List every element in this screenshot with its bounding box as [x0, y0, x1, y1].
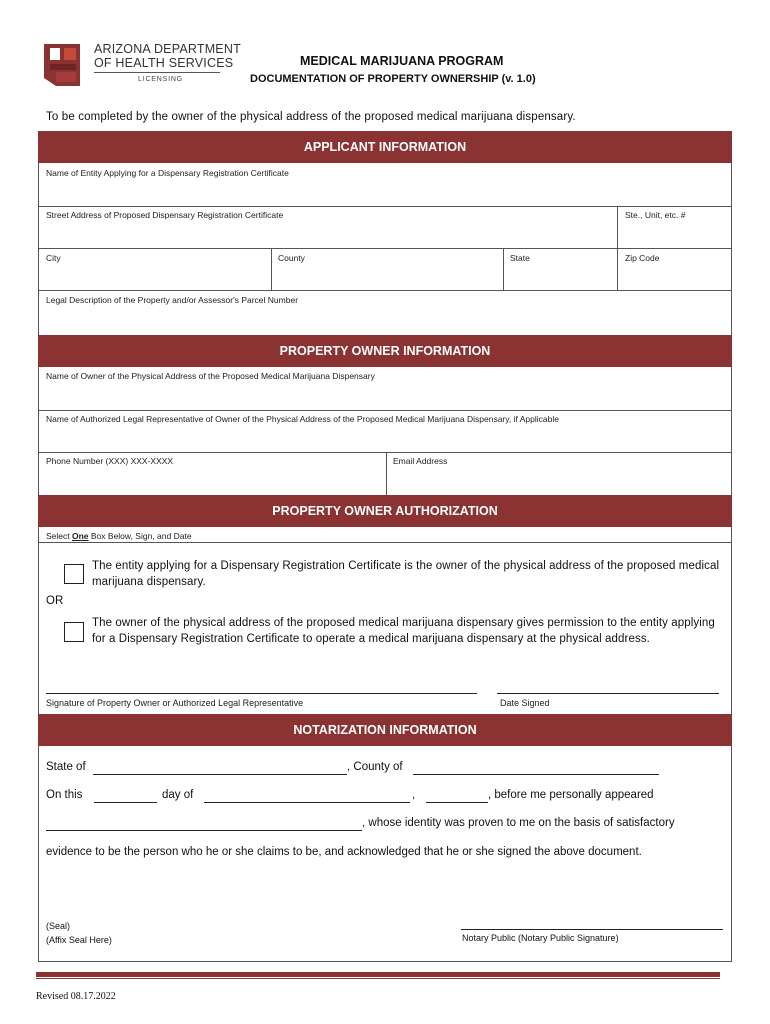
divider	[386, 452, 387, 495]
state-label: State	[510, 253, 530, 263]
date-signed-line[interactable]	[497, 693, 719, 694]
county-label: County	[278, 253, 305, 263]
signature-line[interactable]	[46, 693, 477, 694]
owner-checkbox[interactable]	[64, 564, 84, 584]
date-signed-label: Date Signed	[500, 698, 550, 708]
city-label: City	[46, 253, 61, 263]
day-blank[interactable]	[94, 802, 157, 803]
seal-area	[46, 919, 112, 947]
before-me-text: , before me personally appeared	[488, 789, 654, 801]
representative-name-label: Name of Authorized Legal Representative of Owner of the Physical Address of the Proposed Medical Marijuana Dispensary, if Applicable	[46, 414, 559, 424]
divider	[38, 290, 732, 291]
select-text: Box Below, Sign, and Date	[88, 531, 192, 541]
select-instruction	[46, 531, 192, 541]
logo-text-line2: OF HEALTH SERVICES	[94, 56, 234, 70]
form-title: MEDICAL MARIJUANA PROGRAM	[300, 54, 504, 68]
permission-checkbox[interactable]	[64, 622, 84, 642]
divider	[617, 248, 618, 290]
divider	[503, 248, 504, 290]
option-owner-text: The entity applying for a Dispensary Registration Certificate is the owner of the physical address of the proposed medical marijuana dispensary.	[92, 560, 720, 588]
year-blank[interactable]	[426, 802, 488, 803]
divider	[38, 542, 732, 543]
divider	[617, 206, 618, 248]
divider	[38, 452, 732, 453]
suite-label: Ste., Unit, etc. #	[625, 210, 686, 220]
notary-signature-label: Notary Public (Notary Public Signature)	[462, 933, 619, 943]
affix-seal-label: (Affix Seal Here)	[46, 935, 112, 945]
month-blank[interactable]	[204, 802, 410, 803]
seal-label: (Seal)	[46, 921, 71, 931]
divider	[38, 410, 732, 411]
entity-name-label: Name of Entity Applying for a Dispensary Registration Certificate	[46, 168, 289, 178]
logo-text-line1: ARIZONA DEPARTMENT	[94, 42, 241, 56]
select-one-emphasis: One	[72, 531, 89, 541]
footer-accent-bar	[36, 972, 720, 977]
on-this-label: On this	[46, 789, 83, 801]
logo-text-licensing: LICENSING	[138, 76, 183, 83]
divider	[271, 248, 272, 290]
logo-divider	[94, 72, 220, 73]
identity-text: , whose identity was proven to me on the basis of satisfactory	[362, 817, 675, 829]
section-header-authorization: PROPERTY OWNER AUTHORIZATION	[38, 495, 732, 527]
phone-label: Phone Number (XXX) XXX-XXXX	[46, 456, 174, 466]
option-permission-text: The owner of the physical address of the proposed medical marijuana dispensary gives permission to the entity applying for a Dispensary Registration Certificate to operate a medical marijuana dispensary at the physical address.	[92, 617, 715, 645]
evidence-text: evidence to be the person who he or she claims to be, and acknowledged that he or she signed the above document.	[46, 846, 642, 858]
street-address-label: Street Address of Proposed Dispensary Registration Certificate	[46, 210, 284, 220]
state-of-label: State of	[46, 761, 86, 773]
email-label: Email Address	[393, 456, 448, 466]
notary-signature-line[interactable]	[461, 929, 723, 930]
county-blank[interactable]	[413, 774, 659, 775]
appeared-name-blank[interactable]	[46, 830, 362, 831]
divider	[38, 248, 732, 249]
state-blank[interactable]	[93, 774, 347, 775]
owner-name-label: Name of Owner of the Physical Address of the Proposed Medical Marijuana Dispensary	[46, 371, 375, 381]
intro-text: To be completed by the owner of the physical address of the proposed medical marijuana dispensary.	[46, 111, 576, 123]
revised-date: Revised 08.17.2022	[36, 991, 116, 1002]
footer-accent-line	[36, 978, 720, 979]
legal-description-label: Legal Description of the Property and/or Assessor's Parcel Number	[46, 295, 299, 305]
or-label: OR	[46, 595, 64, 607]
comma-text: ,	[412, 789, 416, 801]
divider	[38, 206, 732, 207]
form-subtitle: DOCUMENTATION OF PROPERTY OWNERSHIP (v. 1.0)	[250, 73, 536, 85]
section-header-owner: PROPERTY OWNER INFORMATION	[38, 335, 732, 367]
county-of-label: , County of	[347, 761, 403, 773]
zip-label: Zip Code	[625, 253, 660, 263]
day-of-label: day of	[162, 789, 194, 801]
section-header-notarization: NOTARIZATION INFORMATION	[38, 714, 732, 746]
section-header-applicant: APPLICANT INFORMATION	[38, 131, 732, 163]
select-text: Select	[46, 531, 72, 541]
arizona-map-icon	[40, 42, 88, 88]
adhs-logo	[40, 42, 241, 92]
signature-label: Signature of Property Owner or Authorized Legal Representative	[46, 698, 304, 708]
